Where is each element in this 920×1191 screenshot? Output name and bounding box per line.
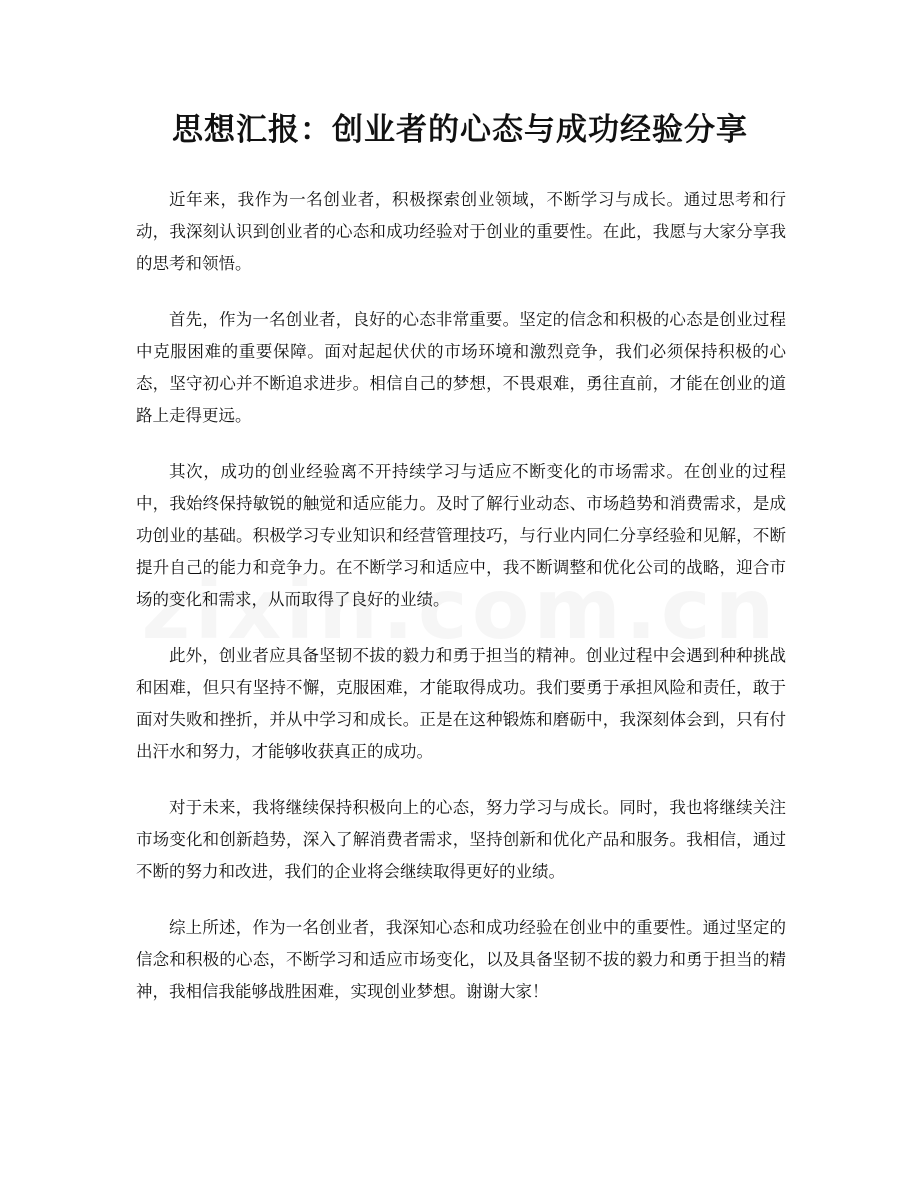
document-body xyxy=(136,184,786,1032)
paragraph-6: 综上所述，作为一名创业者，我深知心态和成功经验在创业中的重要性。通过坚定的信念和积极的心态，不断学习和适应市场变化，以及具备坚韧不拔的毅力和勇于担当的精神，我相信我能够战胜困难，实现创业梦想。谢谢大家！ xyxy=(136,918,786,1001)
paragraph-5: 对于未来，我将继续保持积极向上的心态，努力学习与成长。同时，我也将继续关注市场变化和创新趋势，深入了解消费者需求，坚持创新和优化产品和服务。我相信，通过不断的努力和改进，我们的企业将会继续取得更好的业绩。 xyxy=(136,798,786,881)
paragraph-4: 此外，创业者应具备坚韧不拔的毅力和勇于担当的精神。创业过程中会遇到种种挑战和困难，但只有坚持不懈，克服困难，才能取得成功。我们要勇于承担风险和责任，敢于面对失败和挫折，并从中学习和成长。正是在这种锻炼和磨砺中，我深刻体会到，只有付出汗水和努力，才能够收获真正的成功。 xyxy=(136,646,786,761)
paragraph-3: 其次，成功的创业经验离不开持续学习与适应不断变化的市场需求。在创业的过程中，我始终保持敏锐的触觉和适应能力。及时了解行业动态、市场趋势和消费需求，是成功创业的基础。积极学习专业知识和经营管理技巧，与行业内同仁分享经验和见解，不断提升自己的能力和竞争力。在不断学习和适应中，我不断调整和优化公司的战略，迎合市场的变化和需求，从而取得了良好的业绩。 xyxy=(136,462,786,609)
document-title: 思想汇报：创业者的心态与成功经验分享 xyxy=(172,112,748,148)
paragraph-2: 首先，作为一名创业者，良好的心态非常重要。坚定的信念和积极的心态是创业过程中克服困难的重要保障。面对起起伏伏的市场环境和激烈竞争，我们必须保持积极的心态，坚守初心并不断追求进步。相信自己的梦想，不畏艰难，勇往直前，才能在创业的道路上走得更远。 xyxy=(136,310,786,425)
paragraph-1: 近年来，我作为一名创业者，积极探索创业领域，不断学习与成长。通过思考和行动，我深刻认识到创业者的心态和成功经验对于创业的重要性。在此，我愿与大家分享我的思考和领悟。 xyxy=(136,190,786,273)
